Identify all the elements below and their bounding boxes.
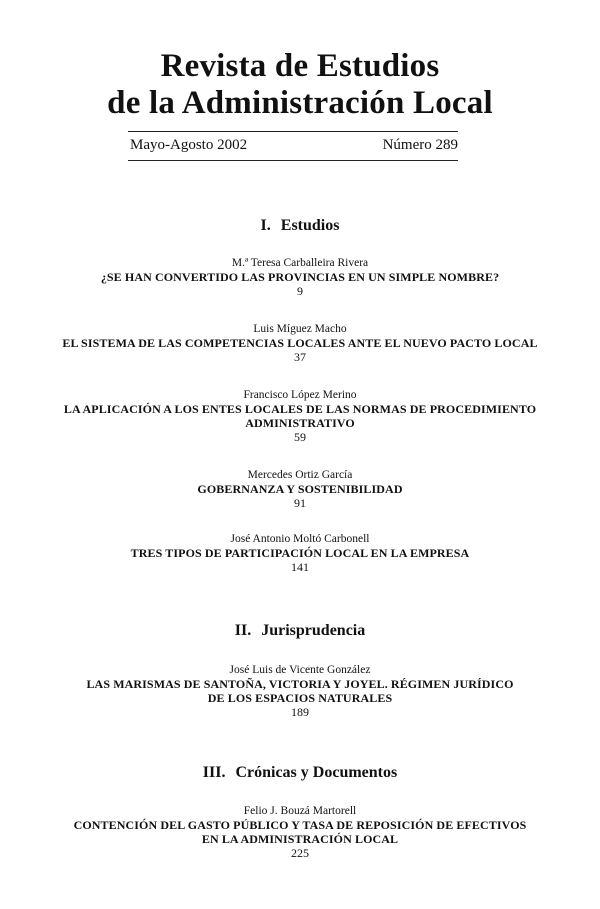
article-entry: [20, 257, 580, 298]
article-page-number: 9: [297, 284, 303, 298]
article-entry: [20, 389, 580, 444]
section-numeral: III.: [202, 764, 226, 781]
article-title: ¿SE HAN CONVERTIDO LAS PROVINCIAS EN UN SIMPLE NOMBRE?: [100, 270, 500, 284]
article-title-continued: DE LOS ESPACIOS NATURALES: [207, 691, 393, 705]
section-heading-cronicas: [0, 764, 600, 782]
article-title-continued: EN LA ADMINISTRACIÓN LOCAL: [201, 832, 399, 846]
article-title: GOBERNANZA Y SOSTENIBILIDAD: [197, 482, 403, 496]
article-author: Felio J. Bouzá Martorell: [243, 805, 357, 817]
article-page-number: 225: [291, 846, 309, 860]
section-numeral: II.: [234, 622, 252, 639]
section-heading-estudios: [0, 217, 600, 235]
article-entry: [20, 323, 580, 364]
issue-number: Número 289: [382, 137, 458, 153]
article-page-number: 91: [294, 496, 306, 510]
article-author: Mercedes Ortiz García: [247, 469, 353, 481]
article-title: EL SISTEMA DE LAS COMPETENCIAS LOCALES ANTE EL NUEVO PACTO LOCAL: [62, 336, 538, 350]
article-entry: [20, 805, 580, 860]
article-page-number: 37: [294, 350, 306, 364]
article-page-number: 189: [291, 705, 309, 719]
article-author: Francisco López Merino: [243, 389, 357, 401]
section-name: Jurisprudencia: [261, 622, 366, 639]
article-author: Luis Míguez Macho: [253, 323, 347, 335]
top-divider: [128, 131, 458, 132]
article-entry: [20, 469, 580, 510]
article-title: CONTENCIÓN DEL GASTO PÚBLICO Y TASA DE REPOSICIÓN DE EFECTIVOS: [73, 818, 527, 832]
article-author: M.ª Teresa Carballeira Rivera: [231, 257, 369, 269]
journal-title-line-1: Revista de Estudios: [160, 48, 440, 84]
article-title: LA APLICACIÓN A LOS ENTES LOCALES DE LAS NORMAS DE PROCEDIMIENTO: [63, 402, 537, 416]
article-author: José Luis de Vicente González: [229, 664, 371, 676]
section-heading-jurisprudencia: [0, 622, 600, 640]
section-name: Crónicas y Documentos: [235, 764, 398, 781]
article-page-number: 59: [294, 430, 306, 444]
article-page-number: 141: [291, 560, 309, 574]
section-name: Estudios: [280, 217, 340, 234]
section-numeral: I.: [260, 217, 271, 234]
article-entry: [20, 664, 580, 719]
article-entry: [20, 533, 580, 574]
journal-title-line-2: de la Administración Local: [107, 85, 493, 121]
article-title: LAS MARISMAS DE SANTOÑA, VICTORIA Y JOYEL. RÉGIMEN JURÍDICO: [86, 677, 514, 691]
bottom-divider: [128, 160, 458, 161]
journal-title: [0, 48, 600, 122]
article-title: TRES TIPOS DE PARTICIPACIÓN LOCAL EN LA EMPRESA: [130, 546, 470, 560]
article-author: José Antonio Moltó Carbonell: [230, 533, 370, 545]
article-title-continued: ADMINISTRATIVO: [245, 416, 355, 430]
issue-date: Mayo-Agosto 2002: [130, 137, 248, 153]
